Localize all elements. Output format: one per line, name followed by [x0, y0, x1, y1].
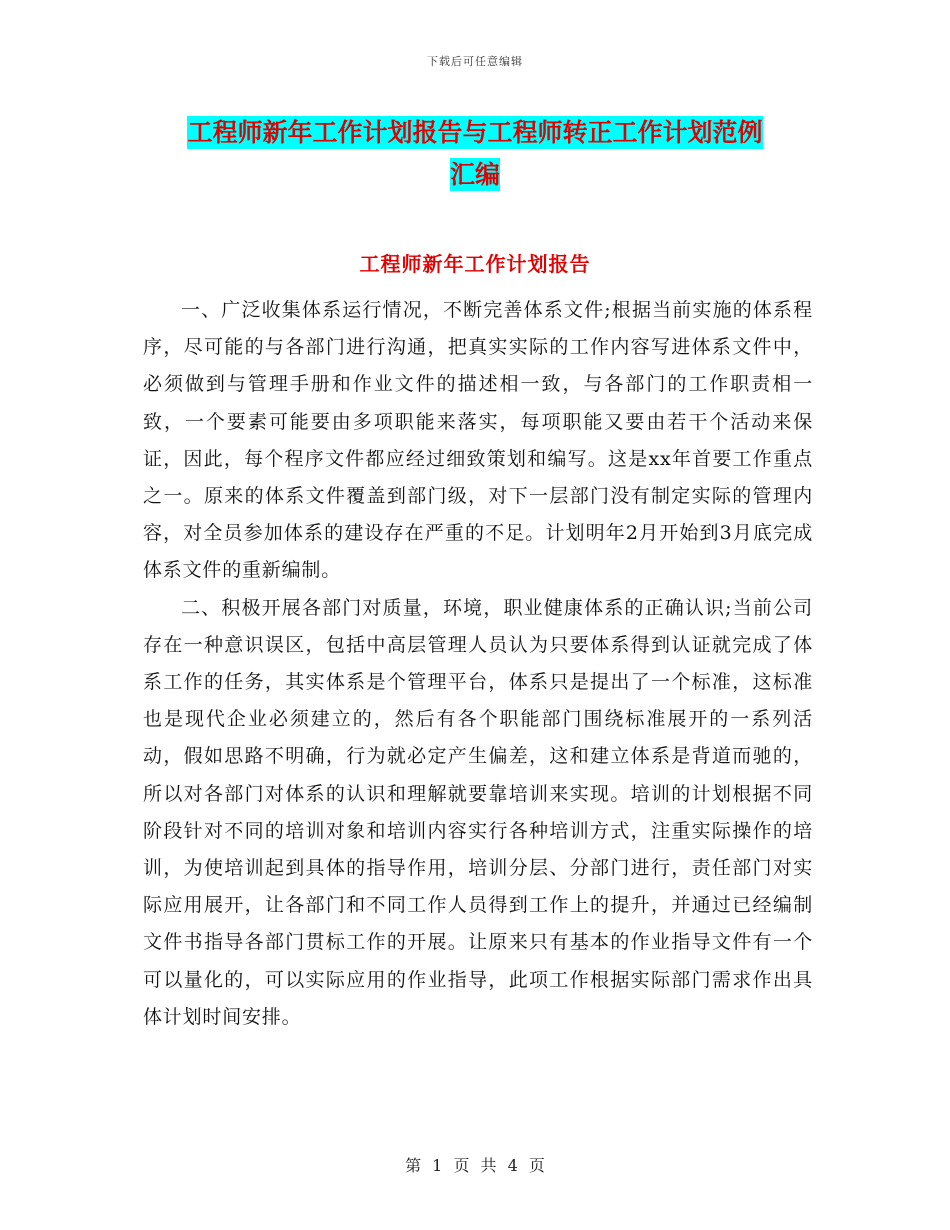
document-title-line2: 汇编	[449, 160, 500, 189]
header-note: 下载后可任意编辑	[427, 55, 523, 68]
paragraph-1: 一、广泛收集体系运行情况，不断完善体系文件;根据当前实施的体系程序，尽可能的与各部门进行沟通，把真实实际的工作内容写进体系文件中，必须做到与管理手册和作业文件的描述相一致，与各部门的工作职责相一致，一个要素可能要由多项职能来落实，每项职能又要由若干个活动来保证，因此，每个程序文件都应经过细致策划和编写。这是xx年首要工作重点之一。原来的体系文件覆盖到部门级，对下一层部门没有制定实际的管理内容，对全员参加体系的建设存在严重的不足。计划明年2月开始到3月底完成体系文件的重新编制。	[143, 299, 813, 582]
document-title	[140, 112, 810, 196]
page-footer: 第 1 页 共 4 页	[405, 1156, 545, 1175]
document-body	[143, 292, 813, 1036]
paragraph-2: 二、积极开展各部门对质量，环境，职业健康体系的正确认识;当前公司存在一种意识误区，包括中高层管理人员认为只要体系得到认证就完成了体系工作的任务，其实体系是个管理平台，体系只是提出了一个标准，这标准也是现代企业必须建立的，然后有各个职能部门围绕标准展开的一系列活动，假如思路不明确，行为就必定产生偏差，这和建立体系是背道而驰的，所以对各部门对体系的认识和理解就要靠培训来实现。培训的计划根据不同阶段针对不同的培训对象和培训内容实行各种培训方式，注重实际操作的培训，为使培训起到具体的指导作用，培训分层、分部门进行，责任部门对实际应用展开，让各部门和不同工作人员得到工作上的提升，并通过已经编制文件书指导各部门贯标工作的开展。让原来只有基本的作业指导文件有一个可以量化的，可以实际应用的作业指导，此项工作根据实际部门需求作出具体计划时间安排。	[143, 596, 813, 1028]
document-title-line1: 工程师新年工作计划报告与工程师转正工作计划范例	[187, 118, 763, 147]
section-title: 工程师新年工作计划报告	[359, 252, 591, 276]
